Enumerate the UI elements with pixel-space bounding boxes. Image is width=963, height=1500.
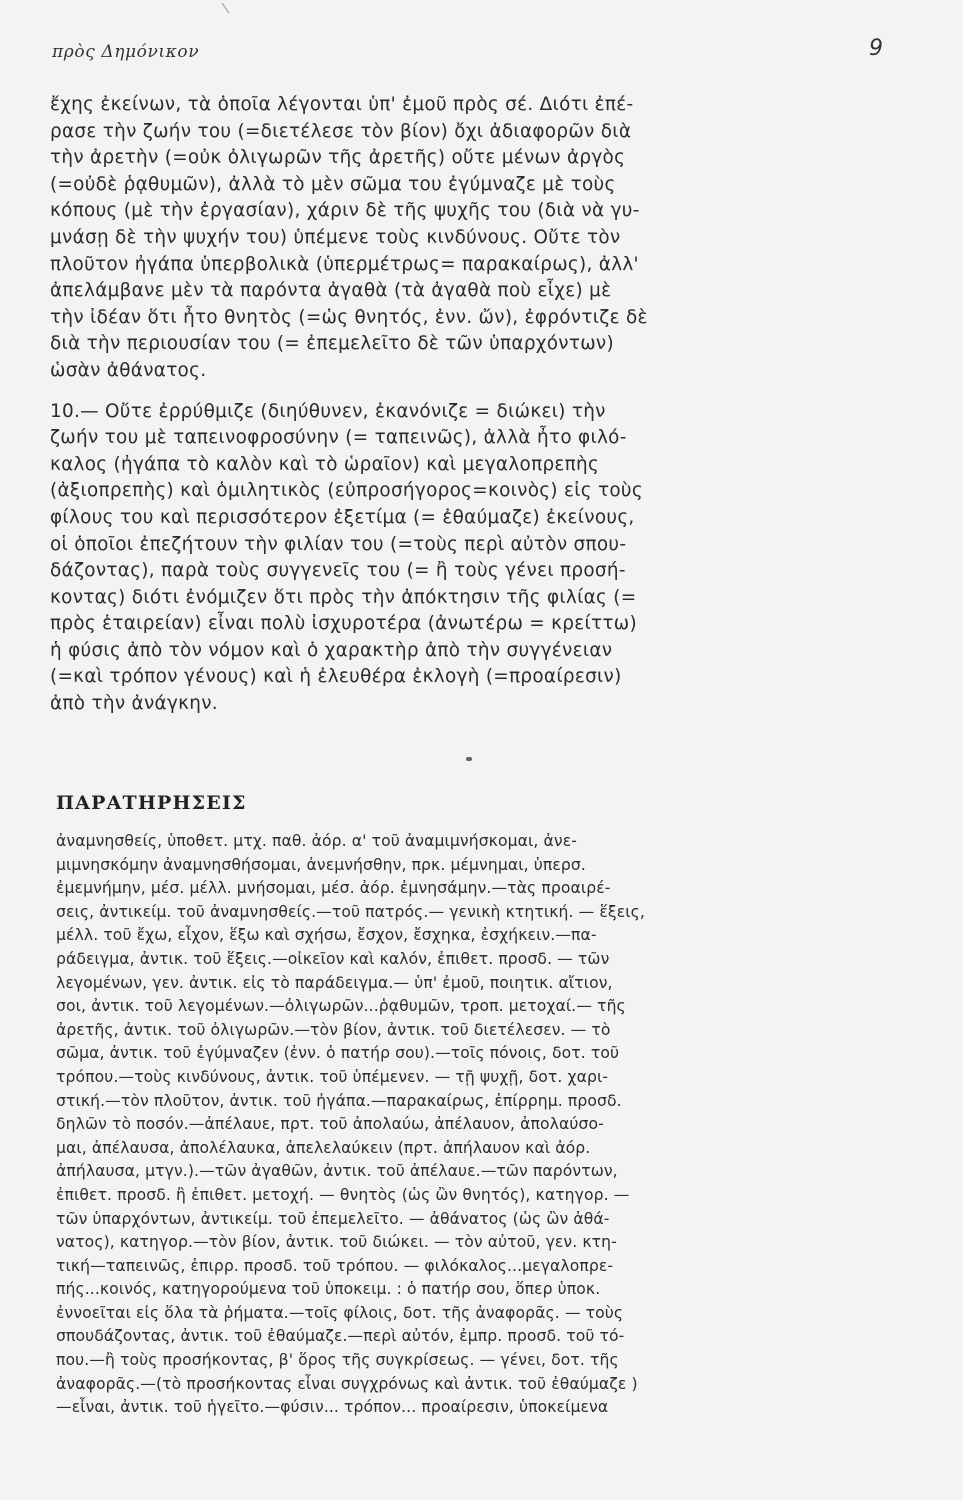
note-line: νατος), κατηγορ.—τὸν βίον, ἀντικ. τοῦ διώκει. — τὸν αὐτοῦ, γεν. κτη-: [56, 1233, 617, 1252]
text-line: διὰ τὴν περιουσίαν του (= ἐπεμελεῖτο δὲ τῶν ὑπαρχόντων): [50, 333, 614, 355]
note-line: ἐννοεῖται εἰς ὅλα τὰ ῥήματα.—τοῖς φίλοις, δοτ. τῆς ἀναφορᾶς. — τοὺς: [56, 1303, 624, 1322]
text-line: πλοῦτον ἠγάπα ὑπερβολικὰ (ὑπερμέτρως= παρακαίρως), ἀλλ': [50, 253, 639, 275]
text-line: μνάσῃ δὲ τὴν ψυχήν του) ὑπέμενε τοὺς κινδύνους. Οὔτε τὸν: [50, 226, 621, 248]
note-line: σῶμα, ἀντικ. τοῦ ἐγύμναζεν (ἐνν. ὁ πατήρ σου).—τοῖς πόνοις, δοτ. τοῦ: [56, 1044, 620, 1063]
note-line: σεις, ἀντικείμ. τοῦ ἀναμνησθείς.—τοῦ πατρός.— γενικὴ κτητική. — ἕξεις,: [56, 902, 645, 921]
text-line: οἱ ὁποῖοι ἐπεζήτουν τὴν φιλίαν του (=τοὺς περὶ αὐτὸν σπου-: [50, 533, 627, 555]
note-line: σπουδάζοντας, ἀντικ. τοῦ ἐθαύμαζε.—περὶ αὐτόν, ἐμπρ. προσδ. τοῦ τό-: [56, 1327, 625, 1346]
note-line: τική—ταπεινῶς, ἐπιρρ. προσδ. τοῦ τρόπου. — φιλόκαλος...μεγαλοπρε-: [56, 1256, 614, 1275]
text-line: ἔχης ἐκείνων, τὰ ὁποῖα λέγονται ὑπ' ἐμοῦ πρὸς σέ. Διότι ἐπέ-: [50, 94, 634, 115]
note-line: που.—ἢ τοὺς προσήκοντας, β' ὅρος τῆς συγκρίσεως. — γένει, δοτ. τῆς: [56, 1351, 619, 1370]
note-line: ἀναμνησθείς, ὑποθετ. μτχ. παθ. ἀόρ. α' τοῦ ἀναμιμνήσκομαι, ἀνε-: [56, 832, 577, 850]
note-line: σοι, ἀντικ. τοῦ λεγομένων.—ὀλιγωρῶν...ῥᾳθυμῶν, τροπ. μετοχαί.— τῆς: [56, 997, 626, 1016]
text-line: καλος (ἠγάπα τὸ καλὸν καὶ τὸ ὡραῖον) καὶ μεγαλοπρεπὴς: [50, 453, 600, 475]
note-line: στική.—τὸν πλοῦτον, ἀντικ. τοῦ ἠγάπα.—παρακαίρως, ἐπίρρημ. προσδ.: [56, 1091, 622, 1110]
text-line: δάζοντας), παρὰ τοὺς συγγενεῖς του (= ἢ τοὺς γένει προσή-: [50, 560, 626, 582]
text-line: πρὸς ἑταιρείαν) εἶναι πολὺ ἰσχυροτέρα (ἀνωτέρω = κρείττω): [50, 613, 637, 635]
text-line: (=οὐδὲ ῥᾳθυμῶν), ἀλλὰ τὸ μὲν σῶμα του ἐγύμναζε μὲ τοὺς: [50, 173, 616, 195]
note-line: ἀρετῆς, ἀντικ. τοῦ ὀλιγωρῶν.—τὸν βίον, ἀντικ. τοῦ διετέλεσεν. — τὸ: [56, 1020, 611, 1039]
page-number: 9: [869, 36, 883, 61]
text-line: ἀπελάμβανε μὲν τὰ παρόντα ἀγαθὰ (τὰ ἀγαθὰ ποὺ εἶχε) μὲ: [50, 280, 612, 302]
note-line: μέλλ. τοῦ ἔχω, εἶχον, ἕξω καὶ σχήσω, ἔσχον, ἔσχηκα, ἐσχήκειν.—πα-: [56, 926, 597, 945]
note-line: ἐπιθετ. προσδ. ἢ ἐπιθετ. μετοχή. — θνητὸς (ὡς ὢν θνητός), κατηγορ. —: [56, 1185, 630, 1204]
note-line: ἀπήλαυσα, μτγν.).—τῶν ἀγαθῶν, ἀντικ. τοῦ ἀπέλαυε.—τῶν παρόντων,: [56, 1162, 618, 1181]
scan-mark: [222, 3, 230, 13]
text-line: ὡσὰν ἀθάνατος.: [50, 359, 207, 381]
notes-section: [56, 830, 916, 1420]
note-line: ἐμεμνήμην, μέσ. μέλλ. μνήσομαι, μέσ. ἀόρ. ἐμνησάμην.—τὰς προαιρέ-: [56, 879, 611, 898]
paragraph-10: [50, 399, 915, 718]
note-line: μαι, ἀπέλαυσα, ἀπολέλαυκα, ἀπελελαύκειν (πρτ. ἀπήλαυον καὶ ἀόρ.: [56, 1138, 591, 1157]
text-line: κόπους (μὲ τὴν ἐργασίαν), χάριν δὲ τῆς ψυχῆς του (διὰ νὰ γυ-: [50, 200, 640, 222]
note-line: τρόπου.—τοὺς κινδύνους, ἀντικ. τοῦ ὑπέμενεν. — τῇ ψυχῇ, δοτ. χαρι-: [56, 1067, 609, 1086]
note-line: τῶν ὑπαρχόντων, ἀντικείμ. τοῦ ἐπεμελεῖτο. — ἀθάνατος (ὡς ὢν ἀθά-: [56, 1209, 610, 1228]
text-line: ἀπὸ τὴν ἀνάγκην.: [50, 693, 218, 715]
note-line: ἀναφορᾶς.—(τὸ προσήκοντας εἶναι συγχρόνως καὶ ἀντικ. τοῦ ἐθαύμαζε ): [56, 1374, 638, 1393]
note-line: λεγομένων, γεν. ἀντικ. εἰς τὸ παράδειγμα.— ὑπ' ἐμοῦ, ποιητικ. αἴτιον,: [56, 973, 613, 992]
main-text: [50, 92, 915, 718]
text-line: 10.— Οὔτε ἐρρύθμιζε (διηύθυνεν, ἐκανόνιζε = διώκει) τὴν: [50, 400, 606, 422]
text-line: τὴν ἀρετὴν (=οὐκ ὀλιγωρῶν τῆς ἀρετῆς) οὔτε μένων ἀργὸς: [50, 147, 626, 169]
note-line: ράδειγμα, ἀντικ. τοῦ ἕξεις.—οἰκεῖον καὶ καλόν, ἐπιθετ. προσδ. — τῶν: [56, 949, 610, 968]
text-line: ρασε τὴν ζωήν του (=διετέλεσε τὸν βίον) ὄχι ἀδιαφορῶν διὰ: [50, 120, 632, 142]
text-line: τὴν ἰδέαν ὅτι ἦτο θνητὸς (=ὡς θνητός, ἐνν. ὤν), ἐφρόντιζε δὲ: [50, 306, 648, 328]
text-line: φίλους του καὶ περισσότερον ἐξετίμα (= ἐθαύμαζε) ἐκείνους,: [50, 506, 635, 528]
note-line: μιμνησκόμην ἀναμνησθήσομαι, ἀνεμνήσθην, πρκ. μέμνημαι, ὑπερσ.: [56, 855, 586, 874]
ink-speck: [466, 757, 472, 761]
note-line: δηλῶν τὸ ποσόν.—ἀπέλαυε, πρτ. τοῦ ἀπολαύω, ἀπέλαυον, ἀπολαύσο-: [56, 1115, 604, 1134]
text-line: ἡ φύσις ἀπὸ τὸν νόμον καὶ ὁ χαρακτὴρ ἀπὸ τὴν συγγένειαν: [50, 639, 613, 661]
running-head: πρὸς Δημόνικον: [52, 42, 200, 62]
text-line: ζωήν του μὲ ταπεινοφροσύνην (= ταπεινῶς), ἀλλὰ ἦτο φιλό-: [50, 427, 627, 449]
note-line: πής...κοινός, κατηγορούμενα τοῦ ὑποκειμ. : ὁ πατήρ σου, ὅπερ ὑποκ.: [56, 1280, 601, 1299]
note-line: —εἶναι, ἀντικ. τοῦ ἡγεῖτο.—φύσιν... τρόπον... προαίρεσιν, ὑποκείμενα: [56, 1398, 609, 1417]
notes-heading: ΠΑΡΑΤΗΡΗΣΕΙΣ: [56, 792, 247, 814]
text-line: κοντας) διότι ἐνόμιζεν ὅτι πρὸς τὴν ἀπόκτησιν τῆς φιλίας (=: [50, 586, 637, 608]
text-line: (=καὶ τρόπον γένους) καὶ ἡ ἐλευθέρα ἐκλογὴ (=προαίρεσιν): [50, 666, 622, 688]
paragraph-9-end: [50, 92, 915, 385]
text-line: (ἀξιοπρεπὴς) καὶ ὁμιλητικὸς (εὐπροσήγορος=κοινὸς) εἰς τοὺς: [50, 480, 643, 502]
